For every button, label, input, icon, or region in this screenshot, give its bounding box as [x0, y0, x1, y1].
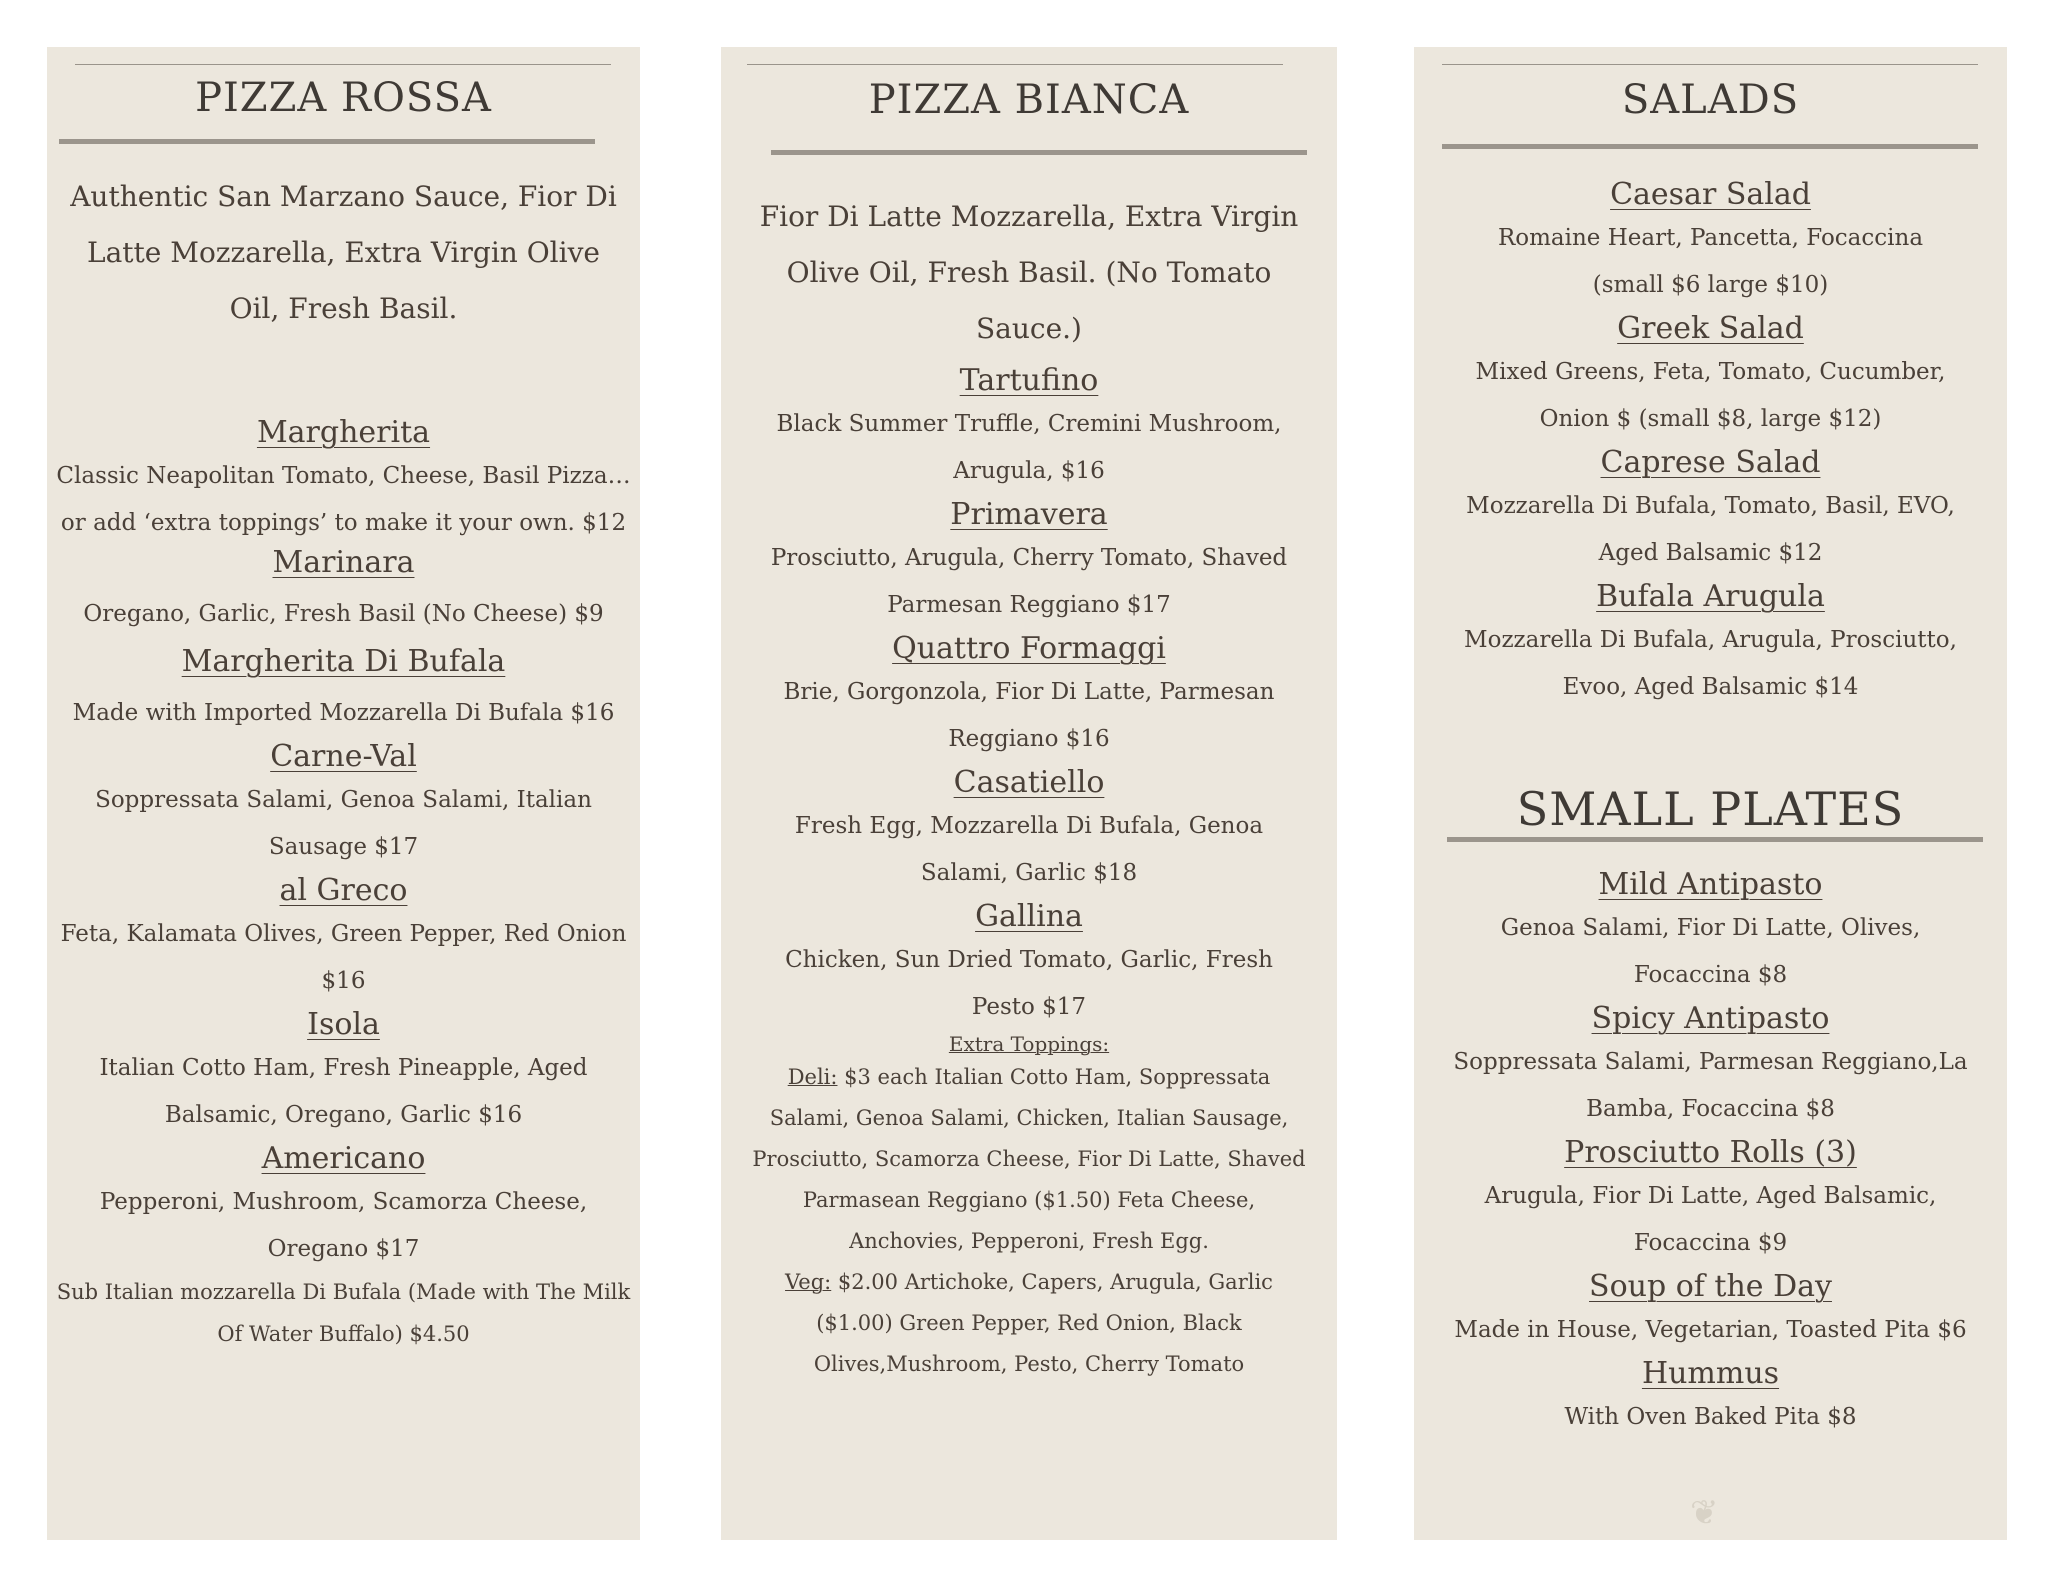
- salads-content: [1414, 175, 2007, 711]
- section-title-salads: SALADS: [1621, 77, 1800, 123]
- menu-item-desc: With Oven Baked Pita $8: [1564, 1404, 1857, 1430]
- salads-panel: [1414, 47, 2007, 1540]
- small-plates-content: [1414, 865, 2007, 1441]
- menu-item-desc: Soppressata Salami, Genoa Salami, Italian Sausage $17: [95, 787, 592, 860]
- menu-item-name: al Greco: [279, 873, 408, 908]
- menu-item-desc: Prosciutto, Arugula, Cherry Tomato, Shaved Parmesan Reggiano $17: [770, 545, 1288, 618]
- deli-toppings-text: $3 each Italian Cotto Ham, Soppressata Salami, Genoa Salami, Chicken, Italian Sausage, Prosciutto, Scamorza Cheese, Fior Di Latte, Shaved Parmasean Reggiano ($1.50) Feta Cheese, Anchovies, Pepperoni, Fresh Egg.: [752, 1065, 1306, 1253]
- title-underline: [1442, 144, 1978, 149]
- menu-item-name: Margherita Di Bufala: [181, 644, 506, 679]
- menu-item-desc: Italian Cotto Ham, Fresh Pineapple, Aged Balsamic, Oregano, Garlic $16: [99, 1055, 588, 1128]
- menu-item-name: Prosciutto Rolls (3): [1564, 1135, 1857, 1170]
- menu-item-desc: Made in House, Vegetarian, Toasted Pita $6: [1454, 1317, 1967, 1343]
- menu-item-name: Tartufino: [959, 363, 1099, 398]
- top-divider: [1442, 64, 1978, 65]
- menu-item-name: Quattro Formaggi: [892, 631, 1166, 666]
- title-underline: [1447, 837, 1983, 842]
- menu-item-desc: Arugula, Fior Di Latte, Aged Balsamic, Focaccina $9: [1484, 1183, 1937, 1256]
- top-divider: [75, 64, 611, 65]
- extra-toppings-heading: Extra Toppings:: [948, 1032, 1110, 1056]
- menu-item-desc: Made with Imported Mozzarella Di Bufala $16: [72, 700, 615, 726]
- deli-label: Deli:: [787, 1065, 838, 1089]
- menu-item-name: Greek Salad: [1617, 311, 1804, 346]
- menu-item-desc: Romaine Heart, Pancetta, Focaccina (small $6 large $10): [1497, 225, 1924, 298]
- menu-item-desc: Mozzarella Di Bufala, Tomato, Basil, EVO, Aged Balsamic $12: [1466, 493, 1955, 566]
- menu-item-name: Marinara: [272, 545, 415, 580]
- menu-item-name: Hummus: [1641, 1356, 1780, 1391]
- veg-toppings: [779, 1262, 1279, 1385]
- section-title-pizza-rossa: PIZZA ROSSA: [195, 75, 492, 121]
- top-divider: [747, 64, 1283, 65]
- pizza-rossa-intro: Authentic San Marzano Sauce, Fior Di Latte Mozzarella, Extra Virgin Olive Oil, Fresh Basil.: [70, 180, 617, 325]
- title-underline: [59, 139, 595, 144]
- menu-item-desc: Chicken, Sun Dried Tomato, Garlic, Fresh Pesto $17: [785, 947, 1273, 1020]
- pizza-bianca-intro: Fior Di Latte Mozzarella, Extra Virgin Olive Oil, Fresh Basil. (No Tomato Sauce.): [759, 200, 1299, 345]
- flourish-ornament-icon: ❦: [1690, 1493, 1719, 1533]
- pizza-rossa-content: [47, 169, 640, 1355]
- menu-item-desc: Classic Neapolitan Tomato, Cheese, Basil Pizza…or add ‘extra toppings’ to make it your own. $12: [56, 463, 631, 536]
- deli-toppings: [749, 1057, 1309, 1262]
- menu-item-desc: Fresh Egg, Mozzarella Di Bufala, Genoa Salami, Garlic $18: [794, 813, 1264, 886]
- section-title-pizza-bianca: PIZZA BIANCA: [868, 77, 1190, 123]
- menu-item-name: Soup of the Day: [1589, 1269, 1832, 1304]
- veg-toppings-text: $2.00 Artichoke, Capers, Arugula, Garlic ($1.00) Green Pepper, Red Onion, Black Olives,Mushroom, Pesto, Cherry Tomato: [813, 1270, 1273, 1376]
- menu-item-desc: Genoa Salami, Fior Di Latte, Olives, Focaccina $8: [1500, 915, 1921, 988]
- veg-label: Veg:: [785, 1270, 832, 1294]
- menu-item-desc: Pepperoni, Mushroom, Scamorza Cheese, Oregano $17: [99, 1189, 588, 1262]
- menu-item-desc: Black Summer Truffle, Cremini Mushroom, Arugula, $16: [776, 411, 1282, 484]
- menu-item-desc: Brie, Gorgonzola, Fior Di Latte, Parmesan Reggiano $16: [783, 679, 1275, 752]
- menu-item-name: Bufala Arugula: [1596, 579, 1825, 614]
- menu-item-name: Caesar Salad: [1610, 177, 1811, 212]
- pizza-bianca-content: [721, 189, 1337, 1385]
- menu-item-desc: Mozzarella Di Bufala, Arugula, Prosciutto, Evoo, Aged Balsamic $14: [1464, 627, 1957, 700]
- bufala-substitute-note: Sub Italian mozzarella Di Bufala (Made with The Milk Of Water Buffalo) $4.50: [56, 1280, 631, 1346]
- menu-item-desc: Oregano, Garlic, Fresh Basil (No Cheese) $9: [83, 601, 604, 627]
- pizza-rossa-panel: [47, 47, 640, 1540]
- menu-item-name: Americano: [261, 1141, 426, 1176]
- menu-item-name: Spicy Antipasto: [1591, 1001, 1830, 1036]
- menu-item-name: Margherita: [256, 415, 431, 450]
- menu-item-desc: Soppressata Salami, Parmesan Reggiano,La Bamba, Focaccina $8: [1453, 1049, 1968, 1122]
- pizza-bianca-panel: [721, 47, 1337, 1540]
- section-title-small-plates: SMALL PLATES: [1516, 782, 1905, 836]
- menu-item-name: Isola: [307, 1007, 380, 1042]
- menu-item-desc: Mixed Greens, Feta, Tomato, Cucumber, Onion $ (small $8, large $12): [1475, 359, 1946, 432]
- menu-item-name: Gallina: [975, 899, 1083, 934]
- menu-item-name: Caprese Salad: [1600, 445, 1821, 480]
- menu-item-name: Casatiello: [953, 765, 1105, 800]
- menu-item-name: Mild Antipasto: [1598, 867, 1823, 902]
- title-underline: [771, 150, 1307, 155]
- menu-item-desc: Feta, Kalamata Olives, Green Pepper, Red Onion $16: [60, 921, 627, 994]
- menu-item-name: Carne-Val: [270, 739, 417, 774]
- menu-item-name: Primavera: [950, 497, 1108, 532]
